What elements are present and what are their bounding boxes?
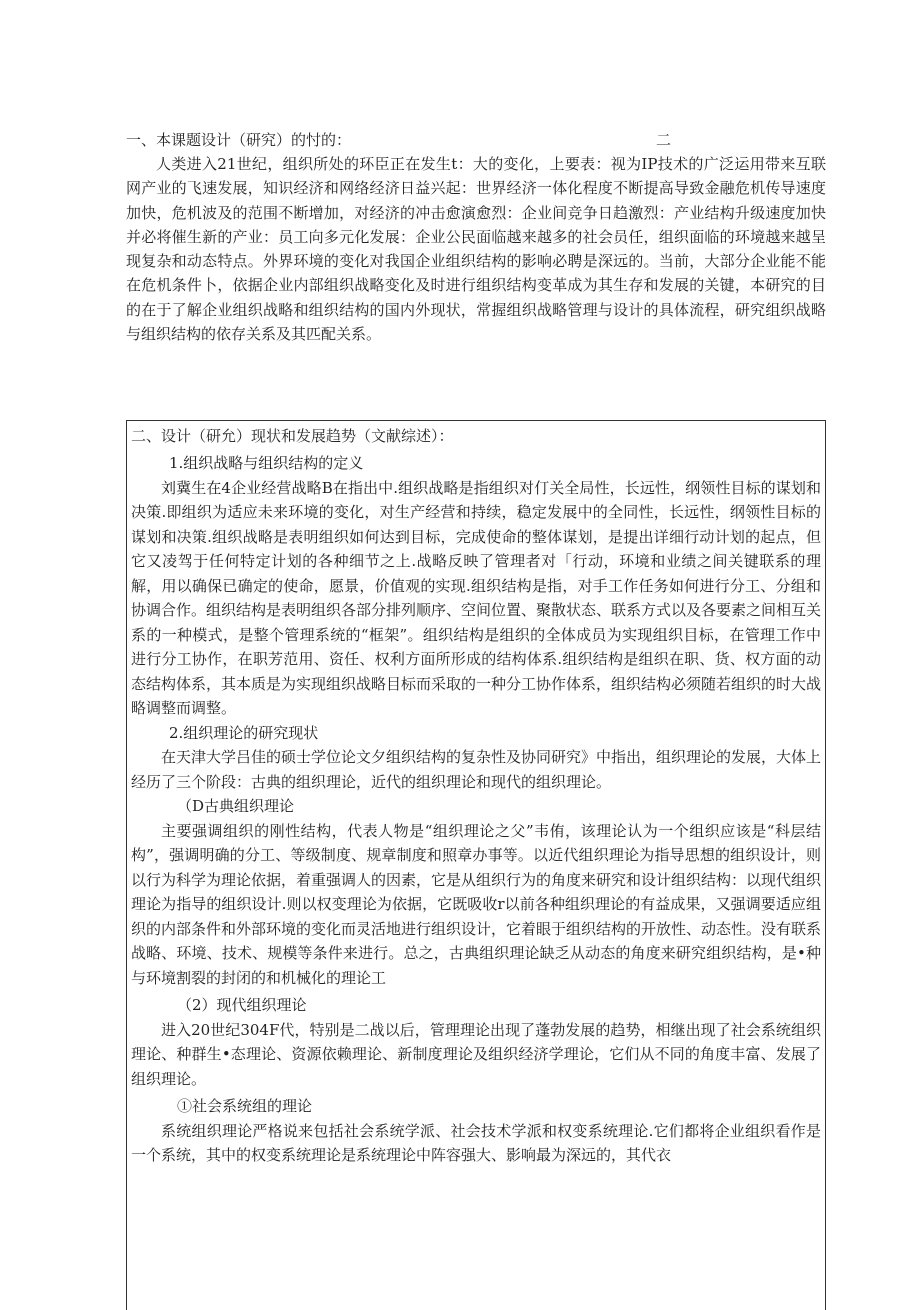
- section-purpose-paragraph: 人类进入21世纪，组织所处的环臣正在发生t：大的变化，上要表：视为IP技术的广泛运用带来互联网产业的飞速发展，知识经济和网络经济日益兴起：世界经济一体化程度不断提高导致金融危机传导速度加快，危机波及的范围不断增加，对经济的冲击愈演愈烈：企业间竞争日趋激烈：产业结构升级速度加快并必将催生新的产业：员工向多元化发展：企业公民面临越来越多的社会员任，组织面临的环境越来越呈现复杂和动态特点。外界环境的变化对我国企业组织结构的影响必聘是深远的。当前，大部分企业能不能在危机条件卜，依据企业内部组织战略变化及时进行组织结构变革成为其生存和发展的关键，本研究的目的在于了解企业组织战略和组织结构的国内外现状，常握组织战略管理与设计的具体流程，研究组织战略与组织结构的依存关系及其匹配关系。: [126, 155, 826, 344]
- subheading-modern-theory: （2）现代组织理论: [177, 996, 307, 1014]
- literature-review-heading: 二、设计（研允）现状和发展趋势（文献综述）：: [131, 427, 454, 445]
- section-purpose: [126, 128, 826, 346]
- subheading-definition: 1.组织战略与组织结构的定义: [169, 454, 364, 472]
- paragraph-research-status: 在天津大学吕佳的硕士学位论文夕组织结构的复杂性及协同研究》中指出，组织理论的发展，大体上经历了三个阶段：古典的组织理论，近代的组织理论和现代的组织理论。: [131, 748, 822, 791]
- section-purpose-title: 一、本课题设计（研究）的忖的：: [126, 131, 352, 149]
- subheading-classical-theory: （D古典组织理论: [177, 797, 295, 815]
- literature-review-box: [126, 420, 826, 1310]
- subheading-social-system-theory: ①社会系统组的理论: [177, 1097, 313, 1115]
- paragraph-definition: 刘冀生在4企业经营战略B在指出中.组织战略是指组织对仃关全局性，长远性，纲领性目标的谋划和决策.即组织为适应未来环境的变化，对生产经营和持续，稳定发展中的全同性，长远性，纲领性目标的谋划和决策.组织战略是表明组织如何达到目标，完成使命的整体谋划，是提出详细行动计划的起点，但它又凌驾于任何特定计划的各种细节之上.战略反映了管理者对「行动，环境和业绩之间关键联系的理解，用以确保已确定的使命，愿景，价值观的实现.组织结构是指，对手工作任务如何进行分工、分组和协调合作。组织结构是表明组织各部分排列顺序、空间位置、聚散状态、联系方式以及各要素之间相互关系的一种模式，是整个管理系统的“框架”。组织结构是组织的全体成员为实现组织目标，在管理工作中进行分工协作，在职芳范用、资任、权利方面所形成的结构体系.组织结构是组织在职、货、权方面的动态结构体系，其本质是为实现组织战略目标而采取的一种分工协作体系，组织结构必须随若组织的时大战略调整而调整。: [131, 478, 822, 717]
- section-purpose-mark: 二: [656, 131, 672, 149]
- paragraph-social-system-theory: 系统组织理论严格说来包括社会系统学派、社会技术学派和权变系统理论.它们都将企业组织看作是一个系统，其中的权变系统理论是系统理论中阵容强大、影响最为深远的，其代衣: [131, 1121, 821, 1164]
- paragraph-modern-theory: 进入20世纪304F代，特别是二战以后，管理理论出现了蓬勃发展的趋势，相继出现了社会系统组织理论、种群生•态理论、资源依赖理论、新制度理论及组织经济学理论，它们从不同的角度丰富、发展了组织理论。: [131, 1020, 821, 1088]
- subheading-research-status: 2.组织理论的研究现状: [169, 723, 319, 742]
- paragraph-classical-theory: 主要强调组织的刚性结构，代表人物是“组织理论之父”韦侑，该理论认为一个组织应该是“科层结构”，强调明确的分工、等级制度、规章制度和照章办事等。以近代组织理论为指导思想的组织设计，则以行为科学为理论依据，着重强调人的因素，它是从组织行为的角度来研究和设计组织结构：以现代组织理论为指导的组织设计.则以权变理论为依据，它既吸收r以前各种组织理论的有益成果，又强调要适应组织的内部条件和外部环境的变化而灵活地进行组织设计，它着眼于组织结构的开放性、动态性。没有联系战略、环境、技术、规模等条件来进行。总之，古典组织理论缺乏从动态的角度来研究组织结构，是•种与环境割裂的封闭的和机械化的理论工: [131, 821, 822, 987]
- section-purpose-heading: [126, 128, 826, 152]
